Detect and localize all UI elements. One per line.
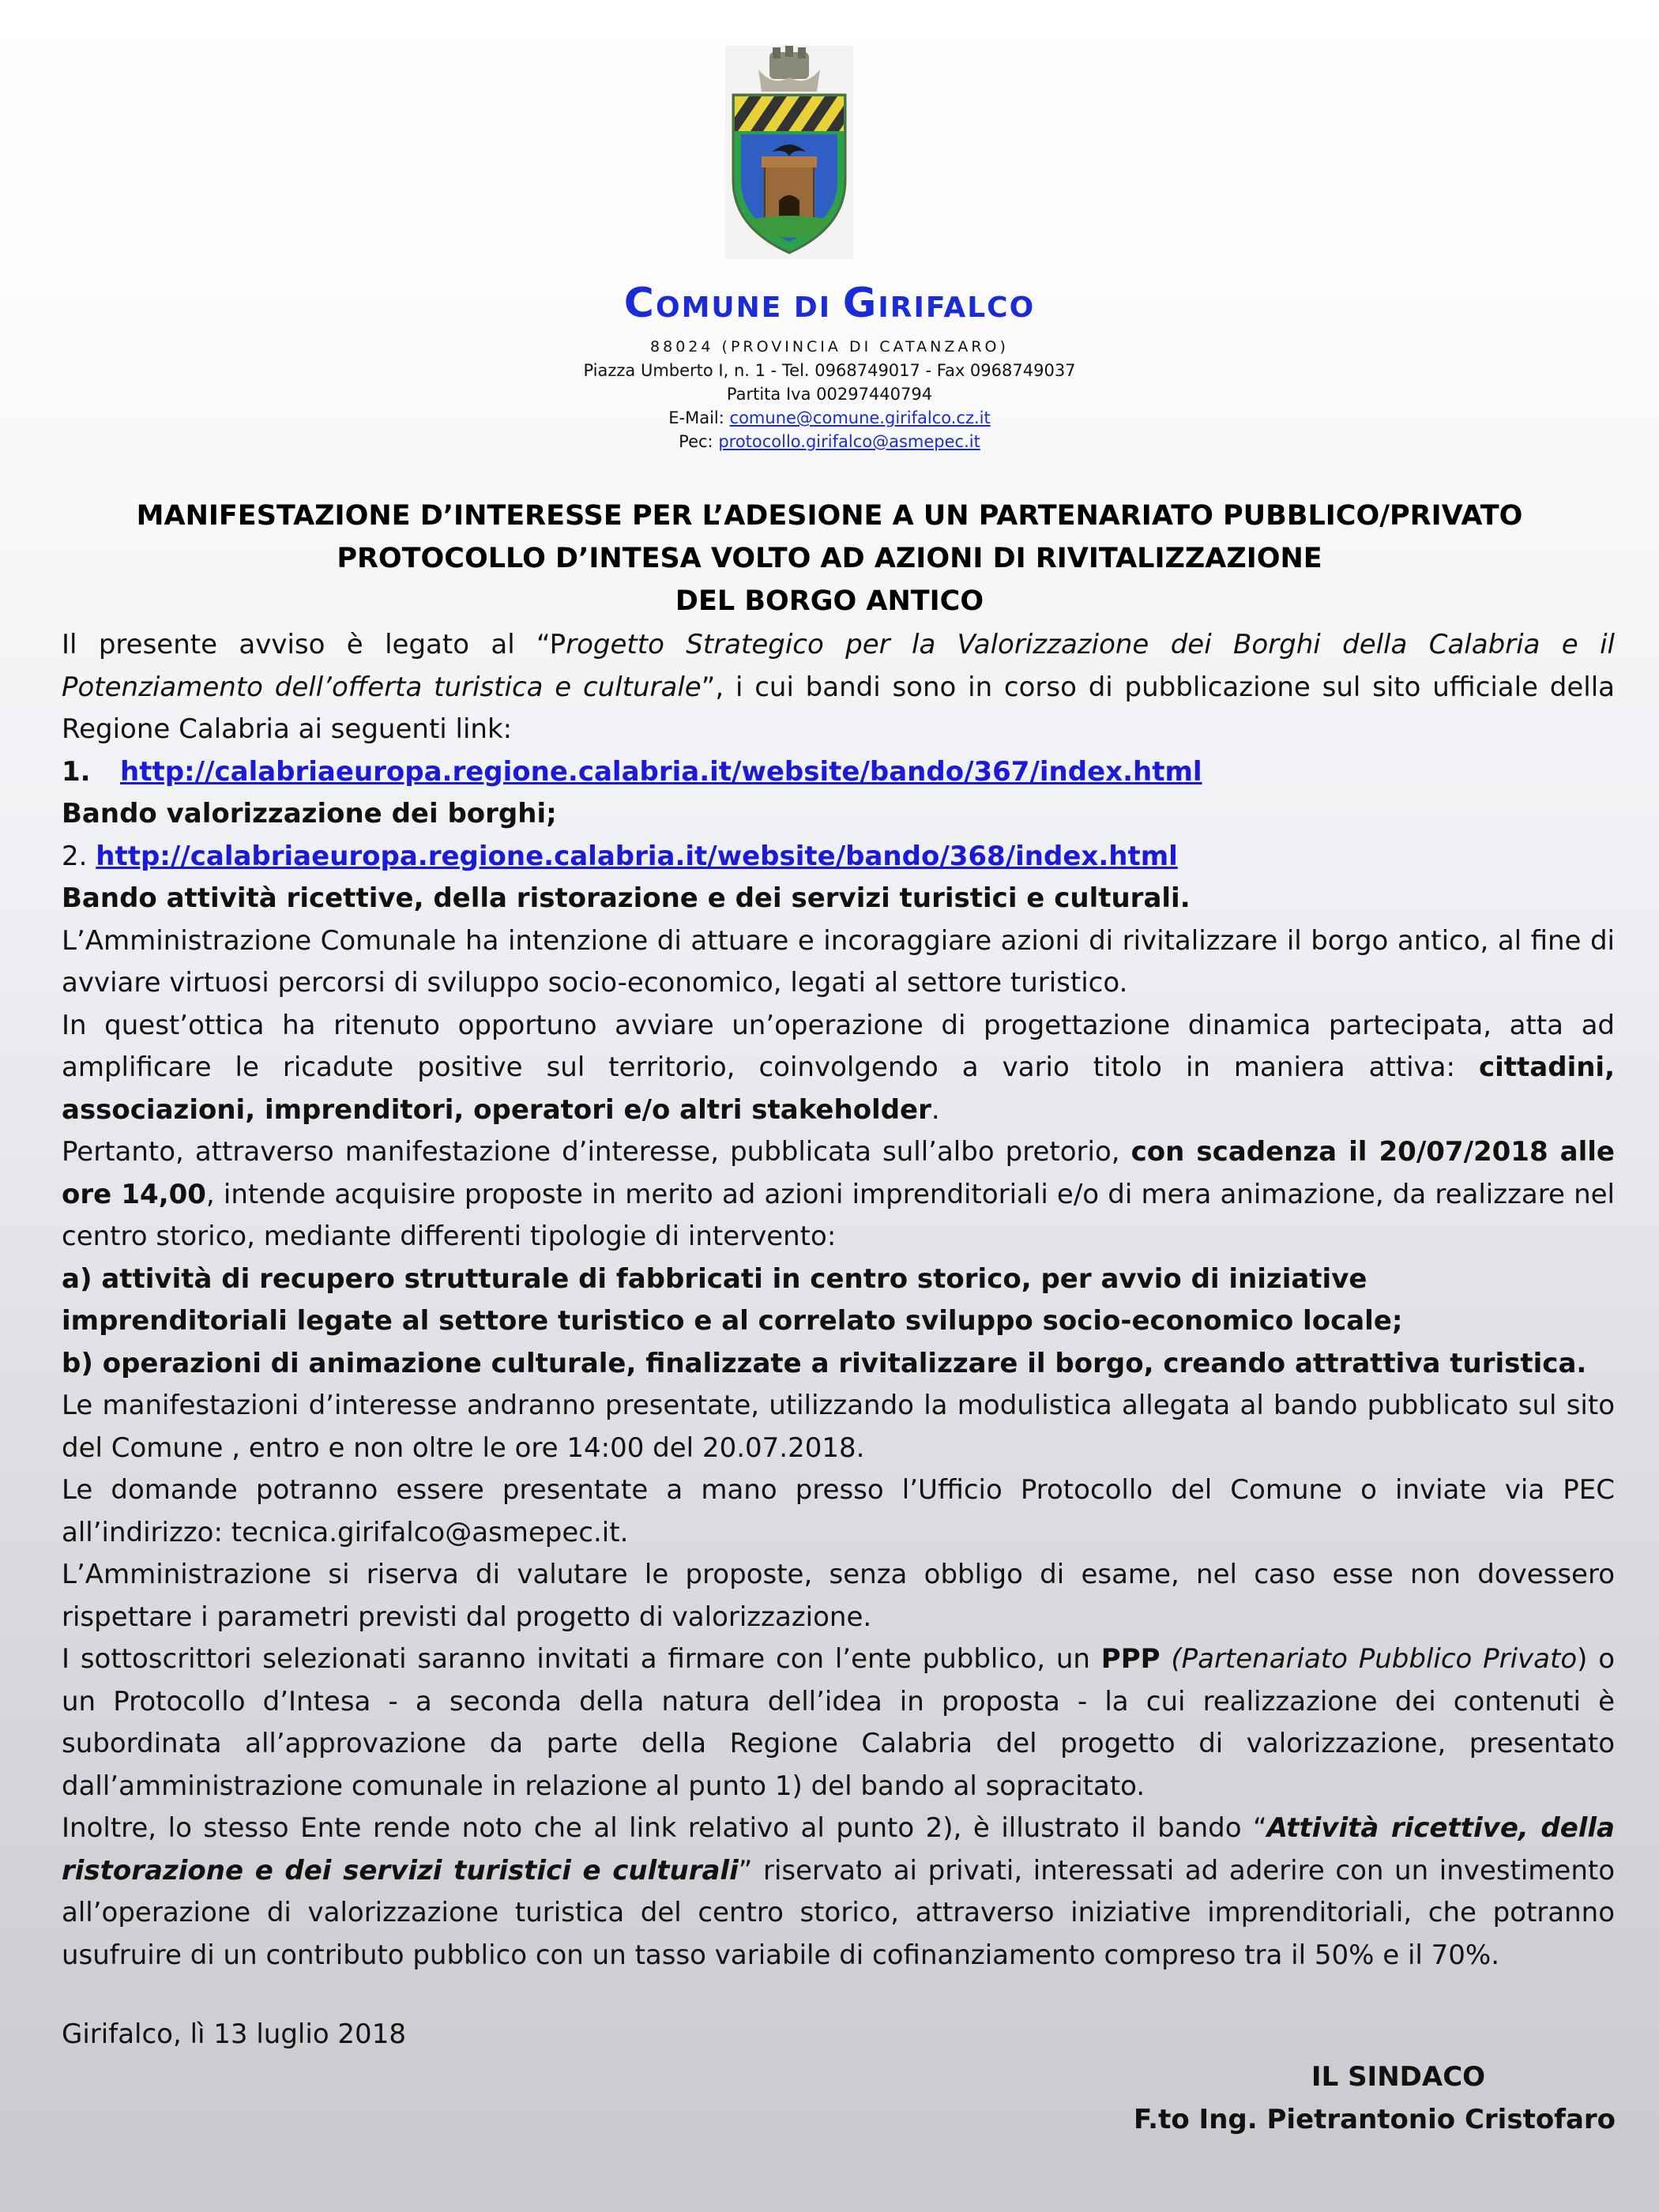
paragraph: Le domande potranno essere presentate a mano presso l’Ufficio Protocollo del Comune o inviate via PEC all’indirizzo: tecnica.girifalco@asmepec.it. bbox=[62, 1474, 1615, 1548]
signature-block bbox=[1106, 2056, 1643, 2141]
paragraph: L’Amministrazione si riserva di valutare le proposte, senza obbligo di esame, nel caso esse non dovessero rispettare i parametri previsti dal progetto di valorizzazione. bbox=[62, 1559, 1615, 1633]
intervention-type-a-cont: imprenditoriali legate al settore turistico e al correlato sviluppo socio-economico locale; bbox=[62, 1305, 1403, 1337]
crown-icon bbox=[758, 46, 820, 92]
vat-line: Partita Iva 00297440794 bbox=[726, 385, 933, 404]
email-link[interactable]: comune@comune.girifalco.cz.it bbox=[729, 408, 991, 427]
postal-line: 88024 (PROVINCIA DI CATANZARO) bbox=[650, 338, 1009, 356]
link-bando-367[interactable]: http://calabriaeuropa.regione.calabria.it/website/bando/367/index.html bbox=[120, 755, 1202, 788]
email-line: E-Mail: comune@comune.girifalco.cz.it bbox=[668, 408, 991, 427]
paragraph: Pertanto, attraverso manifestazione d’interesse, pubblicata sull’albo pretorio, con scadenza il 20/07/2018 alle ore 14,00, intende acquisire proposte in merito ad azioni imprenditoriali e/o di mera animazione, da realizzare nel centro storico, mediante differenti tipologie di intervento: bbox=[62, 1136, 1615, 1252]
paragraph: I sottoscrittori selezionati saranno invitati a firmare con l’ente pubblico, un PPP (Partenariato Pubblico Privato) o un Protocollo d’Intesa - a seconda della natura dell’idea in proposta - la cui realizzazione dei contenuti è subordinata all’approvazione da parte della Regione Calabria del progetto di valorizzazione, presentato dall’amministrazione comunale in relazione al punto 1) del bando al sopracitato. bbox=[62, 1643, 1616, 1802]
title-line: MANIFESTAZIONE D’INTERESSE PER L’ADESIONE A UN PARTENARIATO PUBBLICO/PRIVATO bbox=[136, 500, 1523, 532]
intro-paragraph: Il presente avviso è legato al “Progetto Strategico per la Valorizzazione dei Borghi della Calabria e il Potenziamento dell’offerta turistica e culturale”, i cui bandi sono in corso di pubblicazione sul sito ufficiale della Regione Calabria ai seguenti link: bbox=[62, 629, 1615, 745]
paragraph: Le manifestazioni d’interesse andranno presentate, utilizzando la modulistica allegata al bando pubblicato sul sito del Comune , entro e non oltre le ore 14:00 del 20.07.2018. bbox=[62, 1390, 1615, 1464]
link-1-description: Bando valorizzazione dei borghi; bbox=[62, 798, 557, 830]
paragraph: L’Amministrazione Comunale ha intenzione di attuare e incoraggiare azioni di rivitalizzare il borgo antico, al fine di avviare virtuosi percorsi di sviluppo socio-economico, legati al settore turistico. bbox=[62, 924, 1615, 999]
signatory-role: IL SINDACO bbox=[1311, 2061, 1486, 2093]
title-line: DEL BORGO ANTICO bbox=[675, 585, 984, 617]
title-line: PROTOCOLLO D’INTESA VOLTO AD AZIONI DI RIVITALIZZAZIONE bbox=[337, 543, 1322, 574]
letterhead bbox=[0, 276, 1659, 453]
notice-body bbox=[62, 624, 1615, 1977]
coat-of-arms-icon bbox=[725, 46, 853, 259]
link-item-1: 1. http://calabriaeuropa.regione.calabria.it/website/bando/367/index.html bbox=[62, 755, 1202, 788]
pec-line: Pec: protocollo.girifalco@asmepec.it bbox=[679, 432, 980, 451]
intervention-type-b: b) operazioni di animazione culturale, finalizzate a rivitalizzare il borgo, creando attrattiva turistica. bbox=[62, 1347, 1587, 1379]
pec-link[interactable]: protocollo.girifalco@asmepec.it bbox=[718, 432, 980, 451]
link-2-description: Bando attività ricettive, della ristorazione e dei servizi turistici e culturali. bbox=[62, 882, 1191, 914]
document-title bbox=[0, 495, 1659, 623]
intervention-type-a: a) attività di recupero strutturale di fabbricati in centro storico, per avvio di iniziative bbox=[62, 1262, 1367, 1295]
address-line: Piazza Umberto I, n. 1 - Tel. 0968749017 - Fax 0968749037 bbox=[583, 361, 1076, 380]
municipality-name: COMUNE DI GIRIFALCO bbox=[623, 280, 1036, 327]
signatory-name: F.to Ing. Pietrantonio Cristofaro bbox=[1133, 2104, 1616, 2135]
date-place: Girifalco, lì 13 luglio 2018 bbox=[62, 2018, 406, 2050]
link-item-2: 2. http://calabriaeuropa.regione.calabria.it/website/bando/368/index.html bbox=[62, 840, 1178, 872]
paragraph: Inoltre, lo stesso Ente rende noto che al link relativo al punto 2), è illustrato il bando “Attività ricettive, della ristorazione e dei servizi turistici e culturali” riservato ai privati, interessati ad aderire con un investimento all’operazione di valorizzazione turistica del centro storico, attraverso iniziative imprenditoriali, che potranno usufruire di un contributo pubblico con un tasso variabile di cofinanziamento compreso tra il 50% e il 70%. bbox=[62, 1812, 1616, 1971]
link-bando-368[interactable]: http://calabriaeuropa.regione.calabria.it/website/bando/368/index.html bbox=[96, 840, 1178, 872]
paragraph: In quest’ottica ha ritenuto opportuno avviare un’operazione di progettazione dinamica partecipata, atta ad amplificare le ricadute positive sul territorio, coinvolgendo a vario titolo in maniera attiva: cittadini, associazioni, imprenditori, operatori e/o altri stakeholder. bbox=[62, 1009, 1615, 1126]
